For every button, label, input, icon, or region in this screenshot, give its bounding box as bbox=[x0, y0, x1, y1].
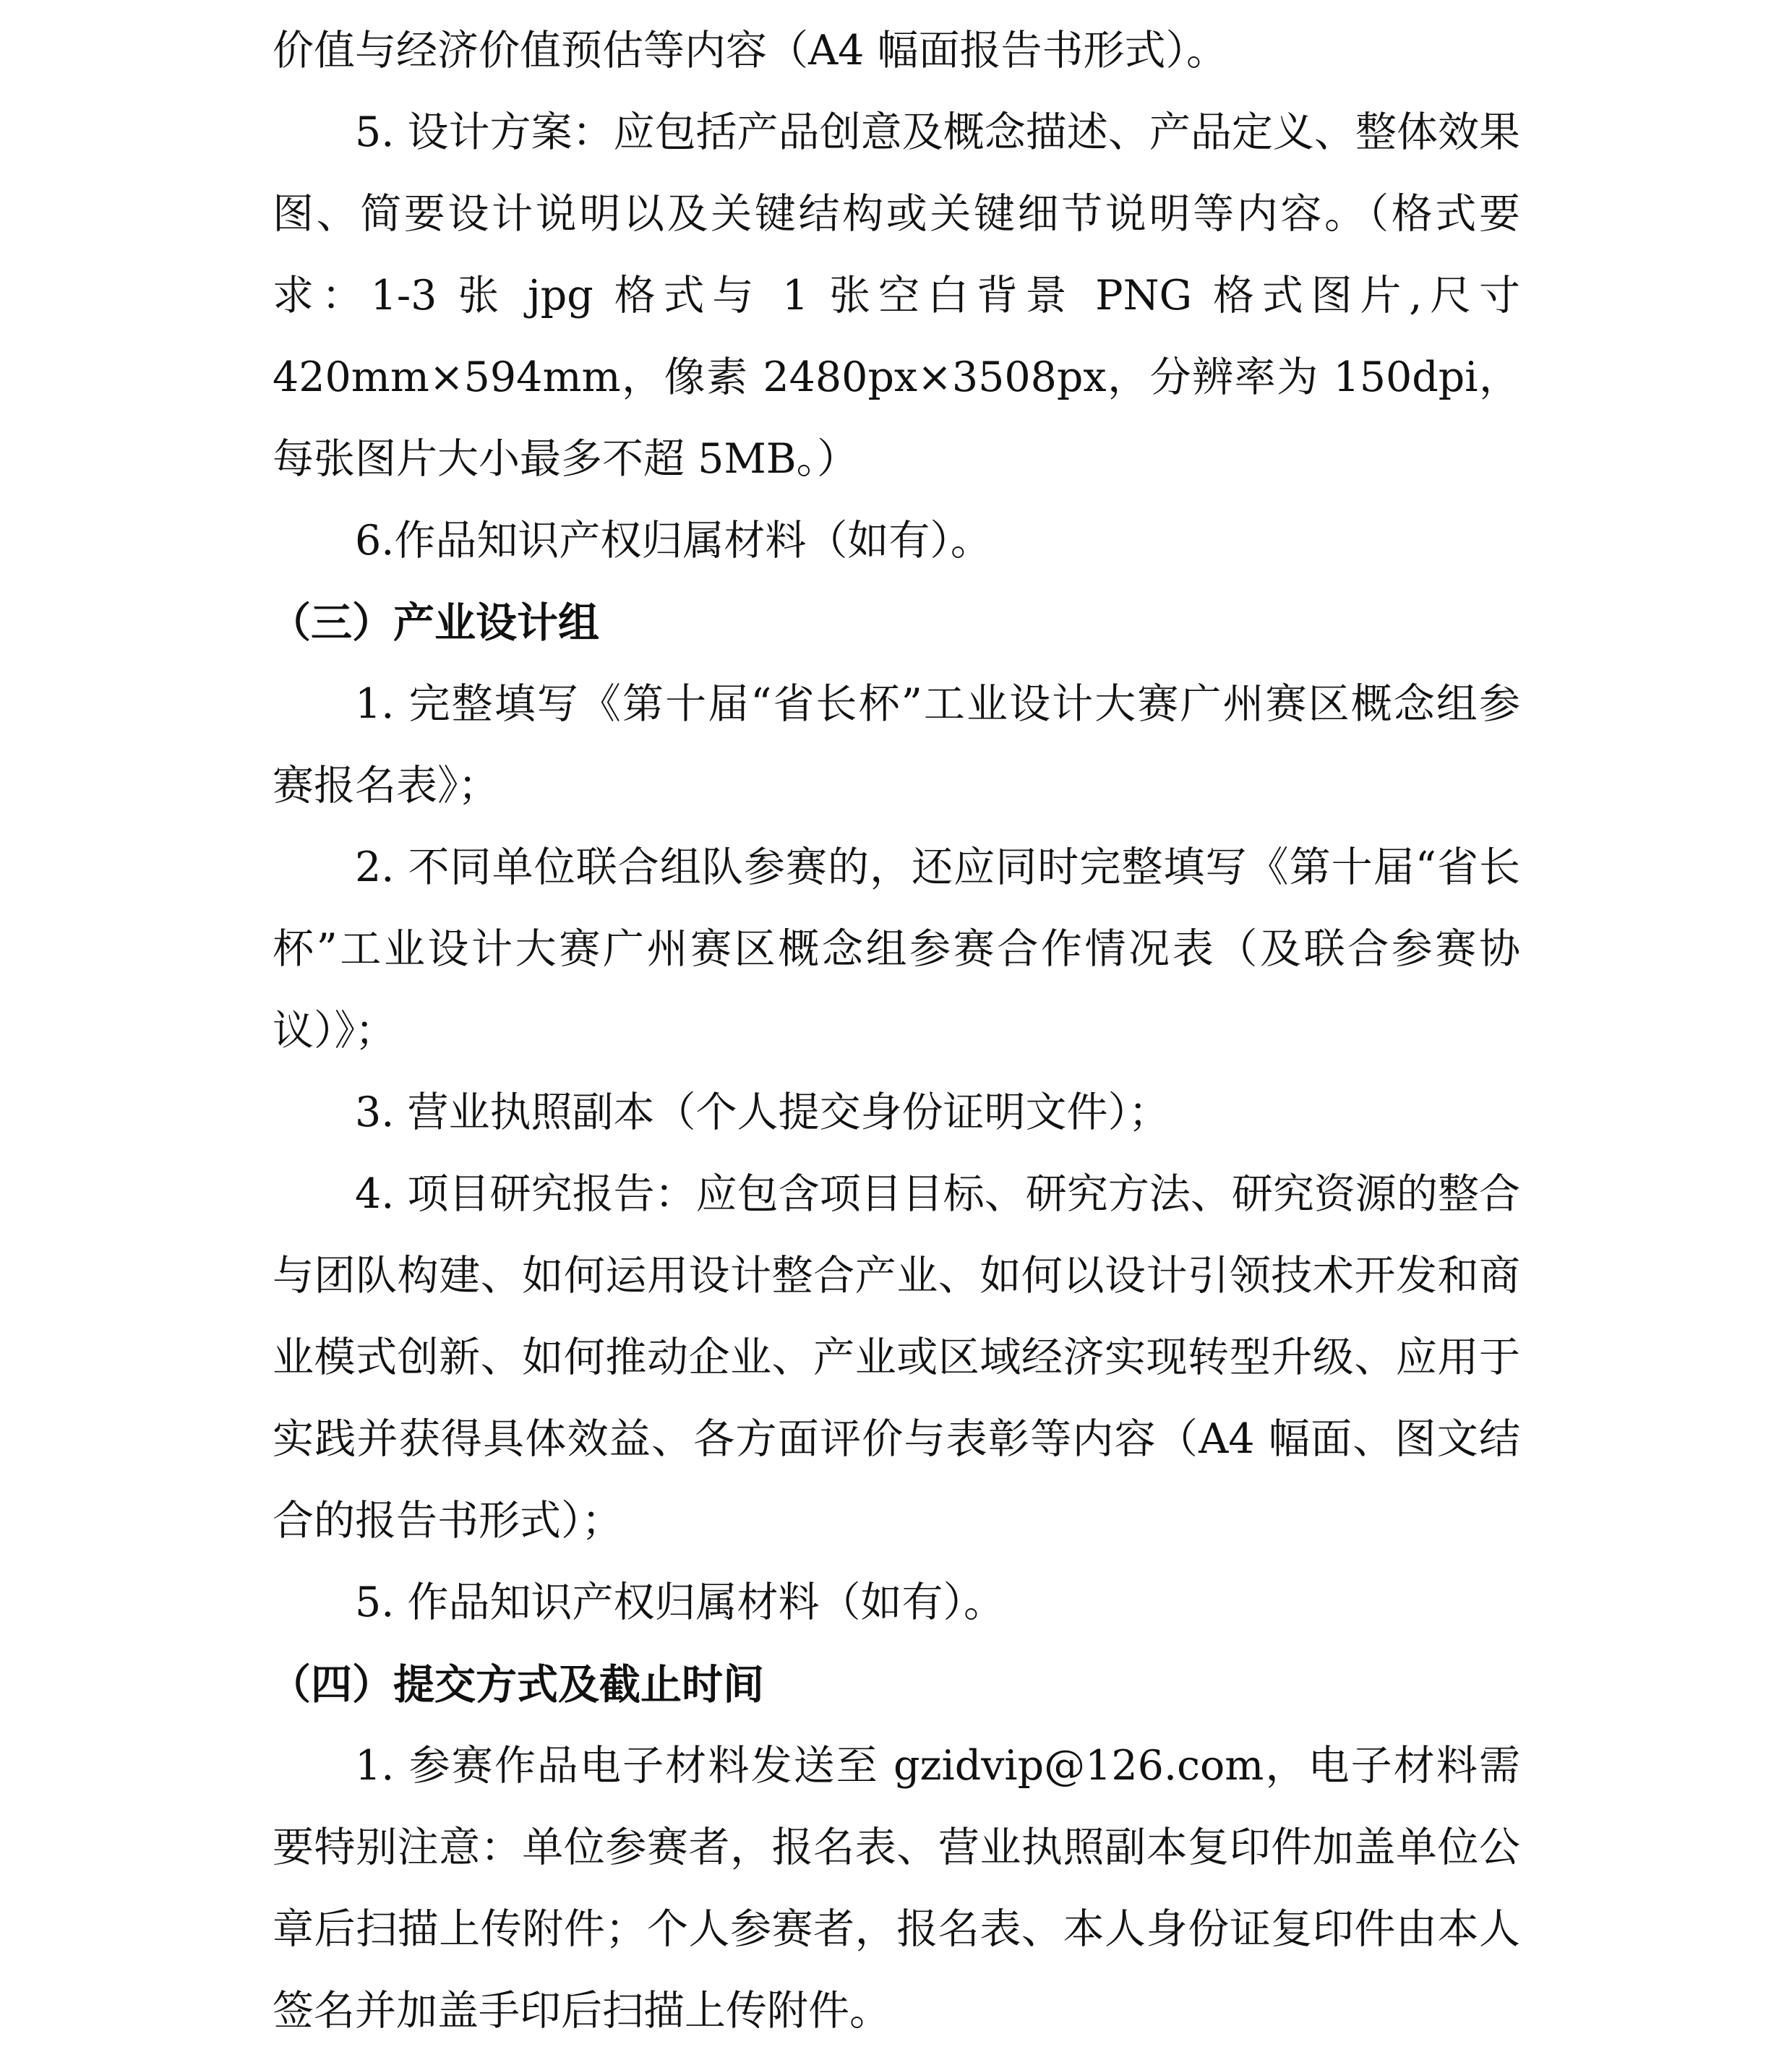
section-heading-industrial-design: （三）产业设计组 bbox=[270, 598, 599, 647]
continuation-paragraph: 价值与经济价值预估等内容（A4 幅面报告书形式）。 bbox=[273, 27, 1228, 74]
business-license-paragraph: 3. 营业执照副本（个人提交身份证明文件）； bbox=[355, 1089, 1170, 1136]
document-body bbox=[270, 10, 1520, 2052]
design-plan-paragraph: 5. 设计方案：应包括产品创意及概念描述、产品定义、整体效果图、简要设计说明以及关键结构或关键细节说明等内容。（格式要求：1-3 张 jpg 格式与 1 张空白背景 PNG 格式图片,尺寸 420mm×594mm，像素 2480px×3508px，分辨率为 150dpi，每张图片大小最多不超 5MB。） bbox=[273, 108, 1520, 483]
research-report-paragraph: 4. 项目研究报告：应包含项目目标、研究方法、研究资源的整合与团队构建、如何运用设计整合产业、如何以设计引领技术开发和商业模式创新、如何推动企业、产业或区域经济实现转型升级、应用于实践并获得具体效益、各方面评价与表彰等内容（A4 幅面、图文结合的报告书形式）； bbox=[273, 1170, 1520, 1545]
registration-form-paragraph: 1. 完整填写《第十届“省长杯”工业设计大赛广州赛区概念组参赛报名表》； bbox=[273, 680, 1520, 810]
ip-materials-paragraph: 6.作品知识产权归属材料（如有）。 bbox=[355, 517, 992, 564]
ip-materials-paragraph-2: 5. 作品知识产权归属材料（如有）。 bbox=[355, 1579, 1006, 1626]
joint-team-paragraph: 2. 不同单位联合组队参赛的，还应同时完整填写《第十届“省长杯”工业设计大赛广州赛区概念组参赛合作情况表（及联合参赛协议）》； bbox=[273, 843, 1520, 1055]
submission-email-paragraph: 1. 参赛作品电子材料发送至 gzidvip@126.com，电子材料需要特别注意：单位参赛者，报名表、营业执照副本复印件加盖单位公章后扫描上传附件；个人参赛者，报名表、本人身份证复印件由本人签名并加盖手印后扫描上传附件。 bbox=[273, 1742, 1520, 2035]
section-heading-submission: （四）提交方式及截止时间 bbox=[270, 1660, 764, 1709]
